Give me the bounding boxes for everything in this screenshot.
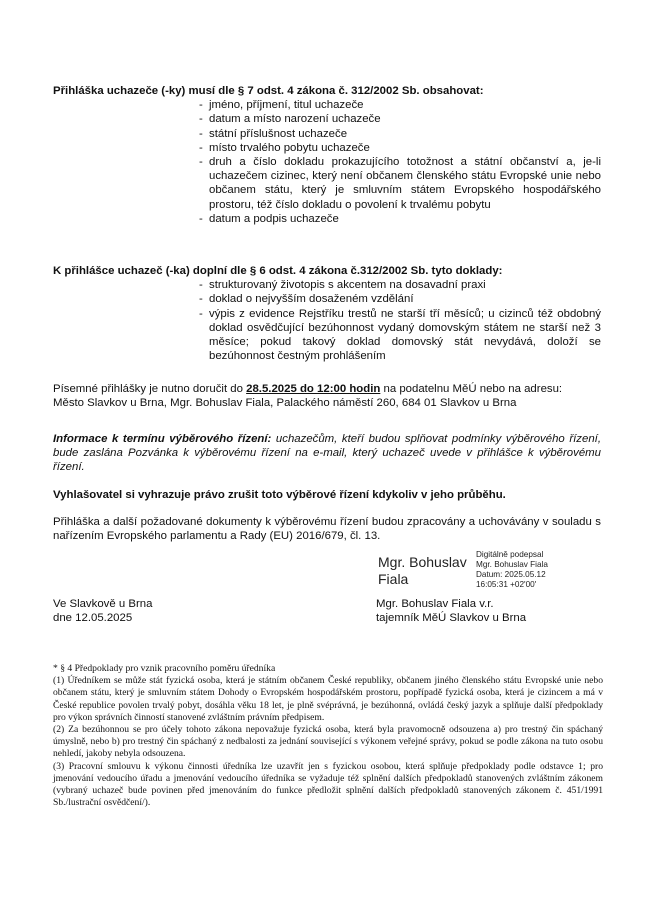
info-label: Informace k termínu výběrového řízení: bbox=[53, 433, 272, 445]
required-documents-section bbox=[53, 264, 601, 363]
signature-meta-line: 16:05:31 +02'00' bbox=[476, 580, 537, 589]
footnote-title: * § 4 Předpoklady pro vznik pracovního poměru úředníka bbox=[53, 663, 276, 674]
signature-meta-line: Digitálně podepsal bbox=[476, 550, 544, 559]
gdpr-text: Přihláška a další požadované dokumenty k výběrovému řízení budou zpracovány a uchovávány v souladu s nařízením Evropského parlamentu a Rady (EU) 2016/679, čl. 13. bbox=[53, 516, 601, 543]
footnote-paragraph-1: (1) Úředníkem se může stát fyzická osoba, která je státním občanem České republiky, občanem jiného členského státu Evropské unie nebo občanem státu, který je smluvním státem Dohody o Evropském hospodářském prostoru, popřípadě fyzická osoba, která je cizincem a má v České republice povolen trvalý pobyt, dosáhla věku 18 let, je plně svéprávná, je bezúhonná, ovládá český jazyk a splňuje další předpoklady pro výkon správních činností stanovené zvláštním právním předpisem. bbox=[53, 675, 603, 723]
list-item: - výpis z evidence Rejstříku trestů ne starší tří měsíců; u cizinců též obdobný doklad osvědčující bezúhonnost vydaný domovským státem ne starší než 3 měsíce; pokud takový doklad domovský stát nevydává, doloží se bezúhonnost čestným prohlášením bbox=[209, 307, 601, 364]
signatory-name: Mgr. Bohuslav Fiala v.r. bbox=[376, 598, 494, 610]
list-item: - státní příslušnost uchazeče bbox=[209, 127, 601, 141]
list-item: - doklad o nejvyšším dosaženém vzdělání bbox=[209, 292, 601, 306]
signature-name-line2: Fiala bbox=[378, 571, 409, 587]
delivery-address: Město Slavkov u Brna, Mgr. Bohuslav Fiala, Palackého náměstí 260, 684 01 Slavkov u Brna bbox=[53, 397, 517, 410]
signature-meta-line: Datum: 2025.05.12 bbox=[476, 570, 546, 579]
info-text: uchazečům, kteří budou splňovat podmínky výběrového řízení, bude zaslána Pozvánka k výběrovému řízení na e-mail, který uchazeč uvede v přihlášce k výběrovému řízení. bbox=[53, 433, 601, 474]
signature-name bbox=[378, 554, 478, 588]
signature-meta-line: Mgr. Bohuslav Fiala bbox=[476, 560, 548, 569]
footnote-paragraph-2: (2) Za bezúhonnou se pro účely tohoto zákona nepovažuje fyzická osoba, která byla pravomocně odsouzena a) pro trestný čin spáchaný úmyslně, nebo b) pro trestný čin spáchaný z nedbalosti za jednání související s výkonem veřejné správy, pokud se podle zákona na tuto osobu nehledí, jakoby nebyla odsouzena. bbox=[53, 724, 603, 760]
required-documents-list bbox=[53, 278, 601, 363]
list-item: - datum a místo narození uchazeče bbox=[209, 112, 601, 126]
list-item: - strukturovaný životopis s akcentem na dosavadní praxi bbox=[209, 278, 601, 292]
delivery-text-after: na podatelnu MěÚ nebo na adresu: bbox=[380, 383, 563, 395]
reservation-paragraph bbox=[53, 488, 601, 502]
footnote bbox=[53, 663, 603, 809]
signature-name-line1: Mgr. Bohuslav bbox=[378, 554, 467, 570]
list-item: - jméno, příjmení, titul uchazeče bbox=[209, 98, 601, 112]
digital-signature bbox=[374, 548, 574, 594]
application-requirements-heading: Přihláška uchazeče (-ky) musí dle § 7 odst. 4 zákona č. 312/2002 Sb. obsahovat: bbox=[53, 85, 484, 97]
delivery-paragraph bbox=[53, 382, 601, 410]
signatory-title: tajemník MěÚ Slavkov u Brna bbox=[376, 612, 527, 625]
list-item: - druh a číslo dokladu prokazujícího totožnost a státní občanství a, je-li uchazečem cizinec, který není občanem členského státu Evropské unie nebo občanem státu, který je smluvním státem Evropského hospodářského prostoru, též číslo dokladu o povolení k trvalému pobytu bbox=[209, 155, 601, 212]
list-item: - datum a podpis uchazeče bbox=[209, 212, 601, 226]
place: Ve Slavkově u Brna bbox=[53, 598, 153, 610]
signature-metadata bbox=[476, 550, 576, 590]
deadline: 28.5.2025 do 12:00 hodin bbox=[246, 383, 381, 395]
date: dne 12.05.2025 bbox=[53, 612, 133, 625]
footnote-paragraph-3: (3) Pracovní smlouvu k výkonu činnosti úředníka lze uzavřít jen s fyzickou osobou, která splňuje předpoklady podle odstavce 1; pro jmenování vedoucího úřadu a jmenování vedoucího úředníka se vyžaduje též splnění dalších předpokladů stanovených zvláštním zákonem (vybraný uchazeč bude povinen před jmenováním do funkce předložit splnění dalších předpokladů stanovených zákonem č. 451/1991 Sb./lustrační osvědčení/). bbox=[53, 760, 603, 809]
info-paragraph bbox=[53, 432, 601, 475]
reservation-text: Vyhlašovatel si vyhrazuje právo zrušit toto výběrové řízení kdykoliv v jeho průběhu. bbox=[53, 489, 506, 501]
signatory bbox=[376, 597, 606, 625]
application-requirements-section bbox=[53, 84, 601, 226]
delivery-text-before: Písemné přihlášky je nutno doručit do bbox=[53, 383, 247, 395]
gdpr-paragraph bbox=[53, 515, 601, 543]
required-documents-heading: K přihlášce uchazeč (-ka) doplní dle § 6 odst. 4 zákona č.312/2002 Sb. tyto doklady: bbox=[53, 265, 503, 277]
place-date bbox=[53, 597, 253, 625]
list-item: - místo trvalého pobytu uchazeče bbox=[209, 141, 601, 155]
application-requirements-list bbox=[53, 98, 601, 226]
